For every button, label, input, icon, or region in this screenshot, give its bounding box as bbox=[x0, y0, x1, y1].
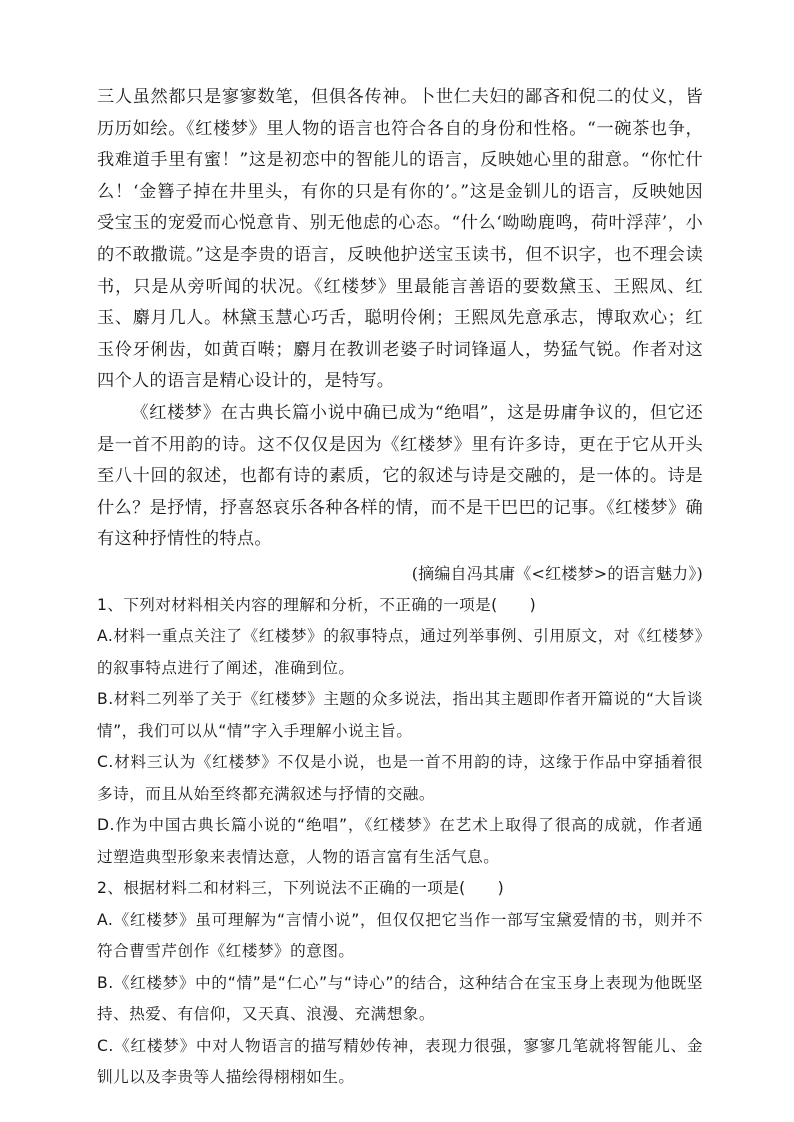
question-list bbox=[97, 590, 703, 1094]
source-citation: (摘编自冯其庸《<红楼梦>的语言魅力》) bbox=[411, 563, 703, 583]
option-b: B.《红楼梦》中的“情”是“仁心”与“诗心”的结合，这种结合在宝玉身上表现为他既坚持、热爱、有信仰，又天真、浪漫、充满想象。 bbox=[97, 973, 703, 1024]
option-b: B.材料二列举了关于《红楼梦》主题的众多说法，指出其主题即作者开篇说的“大旨谈情”，我们可以从“情”字入手理解小说主旨。 bbox=[97, 690, 703, 740]
question-1 bbox=[97, 590, 703, 874]
passage-paragraph-2: 《红楼梦》在古典长篇小说中确已成为“绝唱”，这是毋庸争议的，但它还是一首不用韵的诗。这不仅仅是因为《红楼梦》里有许多诗，更在于它从开头至八十回的叙述，也都有诗的素质，它的叙述与诗是交融的，是一体的。诗是什么？是抒情，抒喜怒哀乐各种各样的情，而不是干巴巴的记事。《红楼梦》确有这种抒情性的特点。 bbox=[97, 402, 703, 550]
exam-page bbox=[97, 82, 703, 1094]
option-a: A.《红楼梦》虽可理解为“言情小说”，但仅仅把它当作一部写宝黛爱情的书，则并不符合曹雪芹创作《红楼梦》的意图。 bbox=[97, 910, 703, 961]
passage-paragraph-1: 三人虽然都只是寥寥数笔，但俱各传神。卜世仁夫妇的鄙吝和倪二的仗义，皆历历如绘。《红楼梦》里人物的语言也符合各自的身份和性格。“一碗茶也争，我难道手里有蜜！”这是初恋中的智能儿的语言，反映她心里的甜意。“你忙什么！‘金簪子掉在井里头，有你的只是有你的’。”这是金钏儿的语言，反映她因受宝玉的宠爱而心悦意肯、别无他虑的心态。“什么‘呦呦鹿鸣，荷叶浮萍’，小的不敢撒谎。”这是李贵的语言，反映他护送宝玉读书，但不识字，也不理会读书，只是从旁听闻的状况。《红楼梦》里最能言善语的要数黛玉、王熙凤、红玉、麝月几人。林黛玉慧心巧舌，聪明伶俐；王熙凤先意承志，博取欢心；红玉伶牙俐齿，如黄百啭；麝月在教训老婆子时词锋逼人，势猛气锐。作者对这四个人的语言是精心设计的，是特写。 bbox=[97, 87, 703, 392]
question-stem: 2、根据材料二和材料三，下列说法不正确的一项是( ) bbox=[97, 879, 505, 898]
question-stem: 1、下列对材料相关内容的理解和分析，不正确的一项是( ) bbox=[97, 595, 537, 614]
option-a: A.材料一重点关注了《红楼梦》的叙事特点，通过列举事例、引用原文，对《红楼梦》的叙事特点进行了阐述，准确到位。 bbox=[97, 627, 703, 677]
reading-passage bbox=[97, 82, 703, 589]
option-d: D.作为中国古典长篇小说的“绝唱”，《红楼梦》在艺术上取得了很高的成就，作者通过塑造典型形象来表情达意，人物的语言富有生活气息。 bbox=[97, 816, 703, 866]
option-c: C.材料三认为《红楼梦》不仅是小说，也是一首不用韵的诗，这缘于作品中穿插着很多诗，而且从始至终都充满叙述与抒情的交融。 bbox=[97, 753, 703, 803]
question-2 bbox=[97, 873, 703, 1094]
option-c: C.《红楼梦》中对人物语言的描写精妙传神，表现力很强，寥寥几笔就将智能儿、金钏儿以及李贵等人描绘得栩栩如生。 bbox=[97, 1036, 703, 1087]
